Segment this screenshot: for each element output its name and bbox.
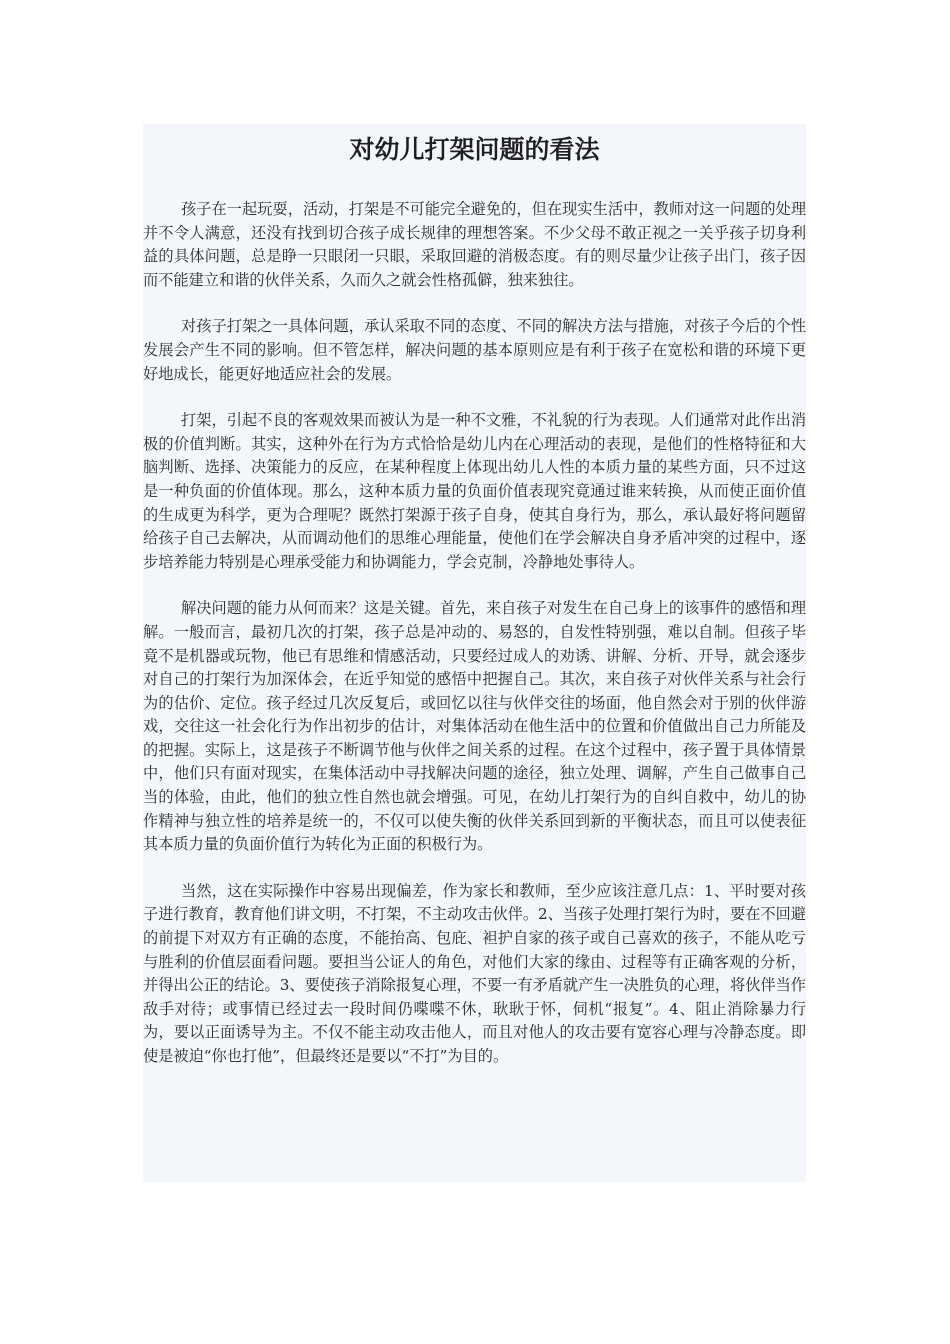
paragraph-3: 打架，引起不良的客观效果而被认为是一种不文雅，不礼貌的行为表现。人们通常对此作出消极的价值判断。其实，这种外在行为方式恰恰是幼儿内在心理活动的表现，是他们的性格特征和大脑判断、选择、决策能力的反应，在某种程度上体现出幼儿人性的本质力量的某些方面，只不过这是一种负面的价值体现。那么，这种本质力量的负面价值表现究竟通过谁来转换，从而使正面价值的生成更为科学，更为合理呢？既然打架源于孩子自身，使其自身行为，那么，承认最好将问题留给孩子自己去解决，从而调动他们的思维心理能量，使他们在学会解决自身矛盾冲突的过程中，逐步培养能力特别是心理承受能力和协调能力，学会克制，冷静地处事待人。 [143, 411, 806, 571]
paragraph-1: 孩子在一起玩耍，活动，打架是不可能完全避免的，但在现实生活中，教师对这一问题的处理并不令人满意，还没有找到切合孩子成长规律的理想答案。不少父母不敢正视之一关乎孩子切身利益的具体问题，总是睁一只眼闭一只眼，采取回避的消极态度。有的则尽量少让孩子出门，孩子因而不能建立和谐的伙伴关系，久而久之就会性格孤僻，独来独往。 [143, 200, 806, 289]
paragraph-5: 当然，这在实际操作中容易出现偏差，作为家长和教师，至少应该注意几点：1、平时要对孩子进行教育，教育他们讲文明，不打架，不主动攻击伙伴。2、当孩子处理打架行为时，要在不回避的前提下对双方有正确的态度，不能抬高、包庇、袒护自家的孩子或自己喜欢的孩子，不能从吃亏与胜利的价值层面看问题。要担当公证人的角色，对他们大家的缘由、过程等有正确客观的分析，并得出公正的结论。3、要使孩子消除报复心理，不要一有矛盾就产生一决胜负的心理，将伙伴当作敌手对待；或事情已经过去一段时间仍喋喋不休，耿耿于怀，伺机“报复”。4、阻止消除暴力行为，要以正面诱导为主。不仅不能主动攻击他人，而且对他人的攻击要有宽容心理与冷静态度。即使是被迫“你也打他”，但最终还是要以“不打”为目的。 [143, 881, 806, 1065]
article-block [143, 124, 806, 1182]
paragraph-4: 解决问题的能力从何而来？这是关键。首先，来自孩子对发生在自己身上的该事件的感悟和理解。一般而言，最初几次的打架，孩子总是冲动的、易怒的，自发性特别强，难以自制。但孩子毕竟不是机器或玩物，他已有思维和情感活动，只要经过成人的劝诱、讲解、分析、开导，就会逐步对自己的打架行为加深体会，在近乎知觉的感悟中把握自己。其次，来自孩子对伙伴关系与社会行为的估价、定位。孩子经过几次反复后，或回忆以往与伙伴交往的场面，他自然会对于别的伙伴游戏，交往这一社会化行为作出初步的估计，对集体活动在他生活中的位置和价值做出自己力所能及的把握。实际上，这是孩子不断调节他与伙伴之间关系的过程。在这个过程中，孩子置于具体情景中，他们只有面对现实，在集体活动中寻找解决问题的途径，独立处理、调解，产生自己做事自己当的体验，由此，他们的独立性自然也就会增强。可见，在幼儿打架行为的自纠自救中，幼儿的协作精神与独立性的培养是统一的，不仅可以使失衡的伙伴关系回到新的平衡状态，而且可以使表征其本质力量的负面价值行为转化为正面的积极行为。 [143, 599, 806, 854]
paragraph-2: 对孩子打架之一具体问题，承认采取不同的态度、不同的解决方法与措施，对孩子今后的个性发展会产生不同的影响。但不管怎样，解决问题的基本原则应是有利于孩子在宽松和谐的环境下更好地成长，能更好地适应社会的发展。 [143, 317, 806, 383]
document-title: 对幼儿打架问题的看法 [349, 135, 600, 164]
